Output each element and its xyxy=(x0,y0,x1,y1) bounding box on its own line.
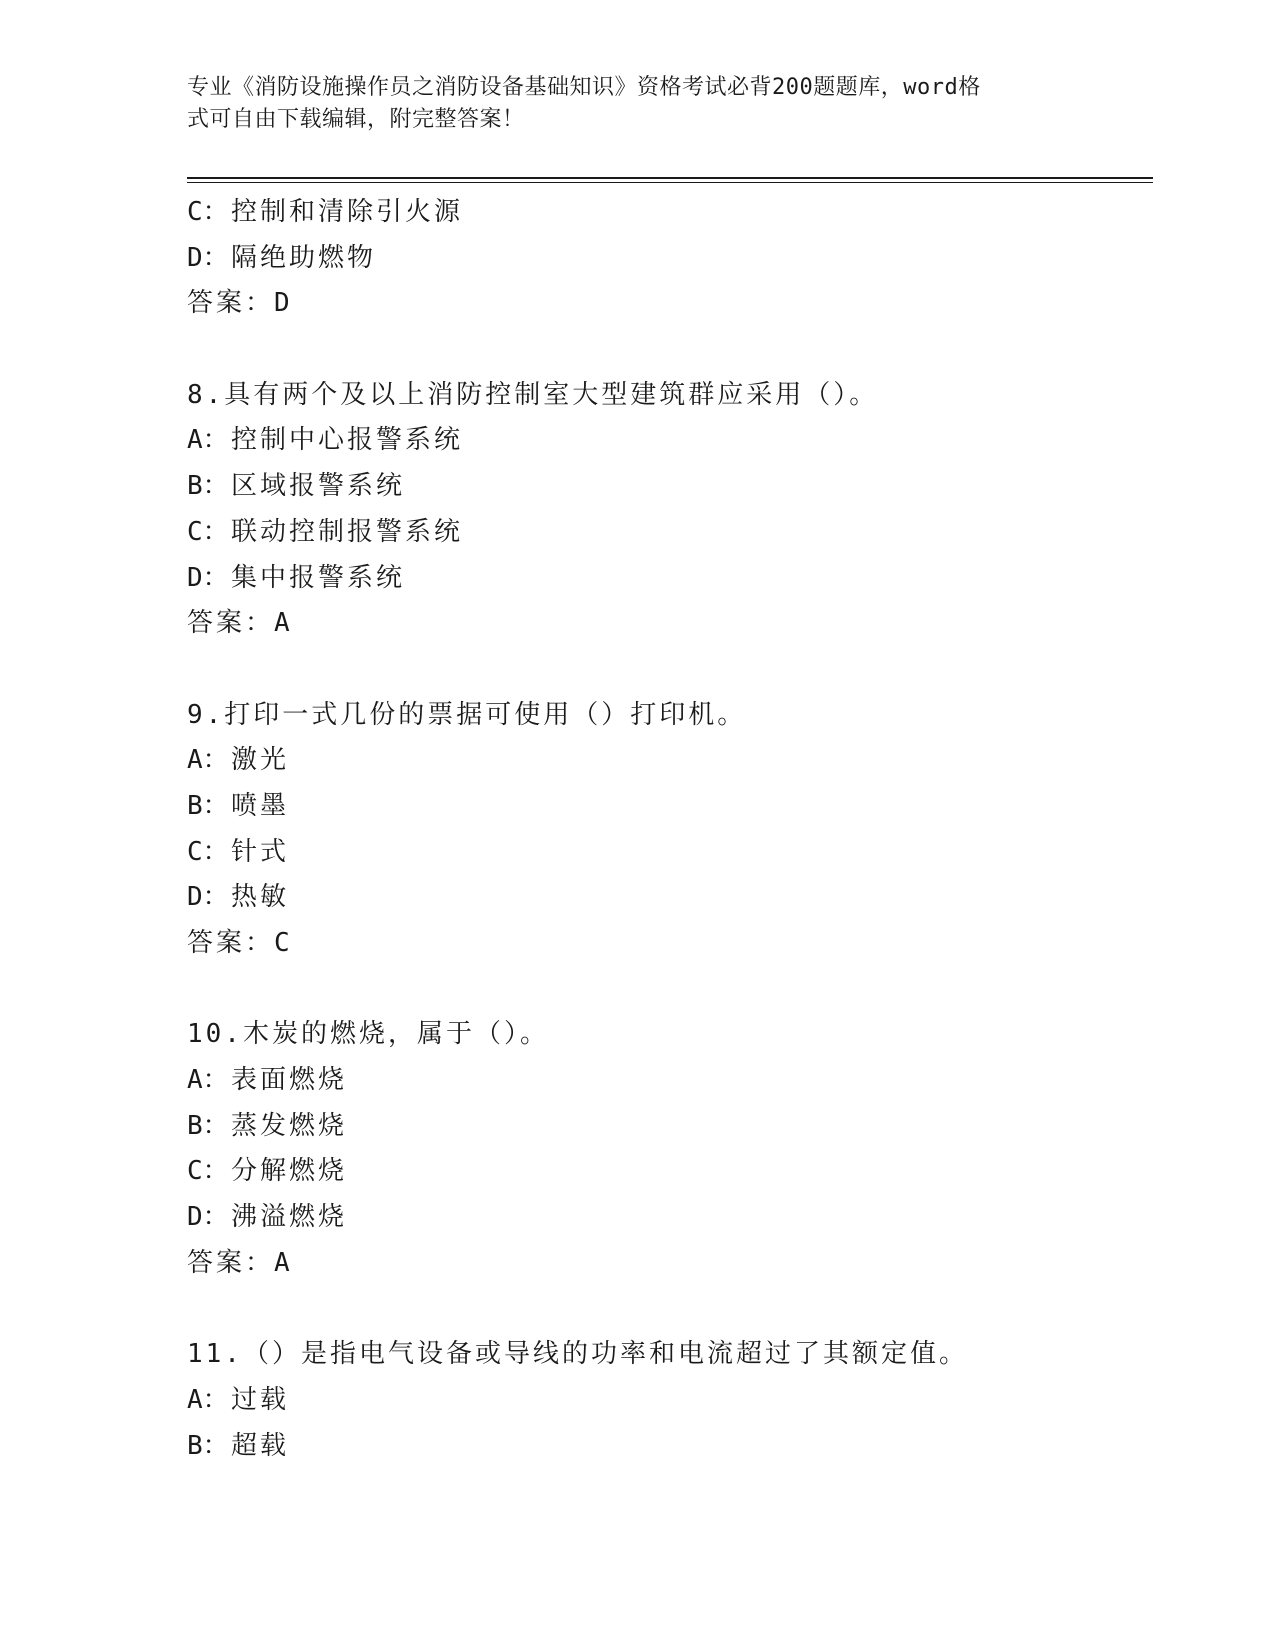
option-letter: D： xyxy=(187,562,229,593)
option-letter: B： xyxy=(187,790,229,821)
option-row xyxy=(187,510,1147,556)
option-row xyxy=(187,464,1147,510)
spacer xyxy=(187,327,1147,373)
option-letter: C： xyxy=(187,516,229,547)
option-text: 区域报警系统 xyxy=(231,471,406,502)
option-row xyxy=(187,418,1147,464)
question-stem: 9.打印一式几份的票据可使用（）打印机。 xyxy=(187,699,747,730)
option-letter: B： xyxy=(187,1110,229,1141)
option-letter: C： xyxy=(187,836,229,867)
option-letter: A： xyxy=(187,1384,229,1415)
question-block xyxy=(187,1332,1147,1469)
header-divider-thin xyxy=(187,182,1153,183)
option-text: 沸溢燃烧 xyxy=(231,1202,348,1233)
question-stem: 11.（）是指电气设备或导线的功率和电流超过了其额定值。 xyxy=(187,1339,968,1370)
question-block xyxy=(187,693,1147,967)
option-text: 表面燃烧 xyxy=(231,1065,348,1096)
option-row xyxy=(187,1424,1147,1470)
option-row xyxy=(187,236,1147,282)
question-stem: 10.木炭的燃烧，属于（）。 xyxy=(187,1019,549,1050)
option-row xyxy=(187,1104,1147,1150)
question-block xyxy=(187,1012,1147,1286)
option-text: 超载 xyxy=(231,1430,290,1461)
option-text: 蒸发燃烧 xyxy=(231,1110,348,1141)
option-text: 针式 xyxy=(231,836,290,867)
answer-line: 答案：C xyxy=(187,928,293,958)
option-text: 控制和清除引火源 xyxy=(231,197,464,227)
question-list xyxy=(187,190,1147,1469)
answer-line: 答案：A xyxy=(187,1247,293,1278)
header-line-1: 专业《消防设施操作员之消防设备基础知识》资格考试必背200题题库，word格 xyxy=(187,75,981,100)
option-letter: C： xyxy=(187,1156,229,1187)
option-row xyxy=(187,1058,1147,1104)
spacer xyxy=(187,1287,1147,1333)
option-letter: D： xyxy=(187,242,229,273)
document-header xyxy=(187,72,1067,136)
option-row xyxy=(187,1378,1147,1424)
option-text: 联动控制报警系统 xyxy=(231,516,464,547)
option-letter: C： xyxy=(187,197,229,227)
option-letter: A： xyxy=(187,745,229,776)
header-divider-thick xyxy=(187,177,1153,179)
question-fragment xyxy=(187,190,1147,327)
option-row xyxy=(187,738,1147,784)
option-text: 过载 xyxy=(231,1384,290,1415)
option-letter: A： xyxy=(187,1065,229,1096)
option-row xyxy=(187,190,1147,236)
spacer xyxy=(187,647,1147,693)
option-text: 分解燃烧 xyxy=(231,1156,348,1187)
option-text: 喷墨 xyxy=(231,790,290,821)
answer-line: 答案：D xyxy=(187,288,293,319)
option-row xyxy=(187,830,1147,876)
option-letter: B： xyxy=(187,471,229,502)
option-row xyxy=(187,1195,1147,1241)
option-letter: B： xyxy=(187,1430,229,1461)
answer-line: 答案：A xyxy=(187,608,293,639)
option-row xyxy=(187,1149,1147,1195)
option-text: 控制中心报警系统 xyxy=(231,425,464,456)
option-text: 集中报警系统 xyxy=(231,562,406,593)
option-letter: A： xyxy=(187,425,229,456)
question-block xyxy=(187,373,1147,647)
question-stem: 8.具有两个及以上消防控制室大型建筑群应采用（）。 xyxy=(187,379,879,410)
option-text: 隔绝助燃物 xyxy=(231,242,377,273)
option-text: 激光 xyxy=(231,745,290,776)
option-row xyxy=(187,784,1147,830)
option-row xyxy=(187,556,1147,602)
header-line-2: 式可自由下载编辑，附完整答案！ xyxy=(187,107,525,132)
option-row xyxy=(187,875,1147,921)
option-text: 热敏 xyxy=(231,882,290,913)
option-letter: D： xyxy=(187,882,229,913)
option-letter: D： xyxy=(187,1202,229,1233)
spacer xyxy=(187,967,1147,1013)
